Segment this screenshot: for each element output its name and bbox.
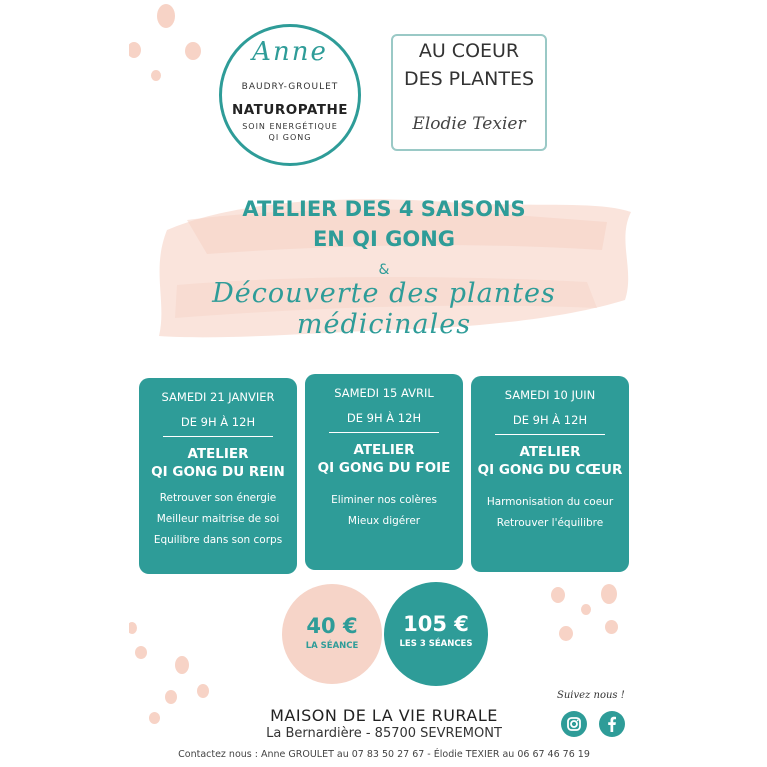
card-benefit: Eliminer nos colères <box>331 494 437 506</box>
price-amount: 105 € <box>403 612 469 636</box>
card-benefit: Harmonisation du coeur <box>486 496 614 508</box>
decor-dot <box>129 622 137 634</box>
logo-title: NATUROPATHE <box>231 102 349 118</box>
workshop-card-2 <box>305 374 463 570</box>
card-title2: QI GONG DU CŒUR <box>477 462 623 478</box>
card-date: SAMEDI 15 AVRIL <box>334 386 434 400</box>
partner-line1: AU COEUR <box>418 40 520 62</box>
card-title2: QI GONG DU REIN <box>151 464 285 480</box>
card-date: SAMEDI 10 JUIN <box>504 388 596 402</box>
card-date: SAMEDI 21 JANVIER <box>161 390 275 404</box>
decor-dot <box>185 42 201 60</box>
card-time: DE 9H À 12H <box>180 415 256 429</box>
card-title2: QI GONG DU FOIE <box>317 460 451 476</box>
card-divider <box>163 436 273 437</box>
decor-dot <box>601 584 617 604</box>
card-time: DE 9H À 12H <box>512 413 588 427</box>
card-divider <box>329 432 439 433</box>
decor-dot <box>175 656 189 674</box>
card-title1: ATELIER <box>519 444 581 460</box>
decor-dot <box>551 587 565 603</box>
decor-dot <box>197 684 209 698</box>
price-amount: 40 € <box>306 614 358 638</box>
price-single <box>282 584 382 684</box>
decor-dot <box>129 42 141 58</box>
logo-name: Anne <box>252 37 328 67</box>
venue-name: MAISON DE LA VIE RURALE <box>270 706 498 725</box>
logo-subline <box>222 121 358 143</box>
decor-dot <box>605 620 618 634</box>
card-title1: ATELIER <box>187 446 249 462</box>
logo-line1: SOIN ENERGÉTIQUE <box>242 122 338 131</box>
partner-signature: Elodie Texier <box>412 114 526 134</box>
contact-line: Contactez nous : Anne GROULET au 07 83 50 27 67 - Élodie TEXIER au 06 67 46 76 19 <box>178 749 590 760</box>
price-bundle <box>384 582 488 686</box>
logo-line2: QI GONG <box>268 133 312 142</box>
partner-line2: DES PLANTES <box>403 68 535 90</box>
venue-address: La Bernardière - 85700 SEVREMONT <box>266 726 502 741</box>
decor-dot <box>165 690 177 704</box>
headline-script: Découverte des plantes médicinales <box>212 278 556 340</box>
logo-surname: BAUDRY-GROULET <box>241 82 339 92</box>
card-benefit: Equilibre dans son corps <box>153 534 283 546</box>
headline-line2: EN QI GONG <box>312 227 456 251</box>
card-benefit: Retrouver l'équilibre <box>496 517 604 529</box>
headline-ampersand: & <box>378 262 390 278</box>
card-benefit: Meilleur maitrise de soi <box>156 513 280 525</box>
card-time: DE 9H À 12H <box>346 411 422 425</box>
price-label: LES 3 SÉANCES <box>399 639 473 649</box>
naturopathe-logo <box>219 24 361 166</box>
partner-logo <box>391 34 547 151</box>
card-benefit: Retrouver son énergie <box>159 492 277 504</box>
follow-us-text: Suivez nous ! <box>557 690 625 701</box>
workshop-card-3 <box>471 376 629 572</box>
poster <box>129 0 639 767</box>
headline-line1: ATELIER DES 4 SAISONS <box>242 197 526 221</box>
decor-dot <box>151 70 161 81</box>
decor-dot <box>559 626 573 641</box>
decor-dot <box>157 4 175 28</box>
card-divider <box>495 434 605 435</box>
workshop-card-1 <box>139 378 297 574</box>
card-title1: ATELIER <box>353 442 415 458</box>
price-label: LA SÉANCE <box>305 641 359 651</box>
decor-dot <box>581 604 591 615</box>
card-benefit: Mieux digérer <box>347 515 421 527</box>
decor-dot <box>135 646 147 659</box>
